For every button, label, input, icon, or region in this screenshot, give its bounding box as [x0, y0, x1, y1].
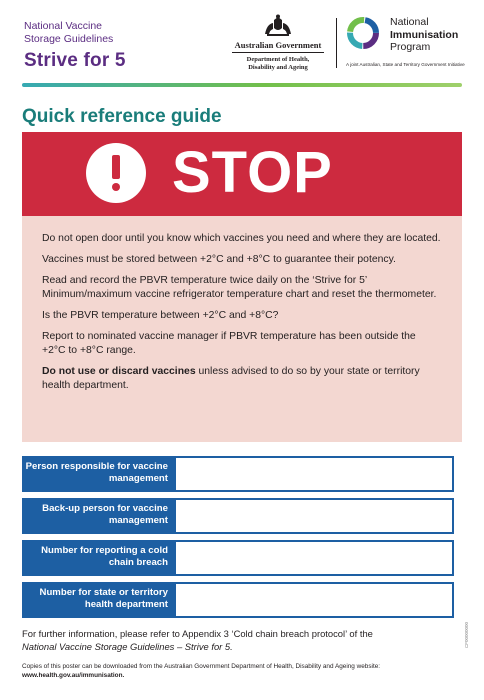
header-divider	[22, 83, 462, 87]
header	[24, 14, 464, 84]
program-line-2: Immunisation	[390, 28, 459, 41]
further-information	[22, 628, 462, 653]
download-link[interactable]: www.health.gov.au/immunisation.	[22, 672, 125, 679]
australian-government-logo	[228, 14, 328, 72]
instruction-item-warning	[42, 365, 442, 392]
logo-divider	[336, 18, 337, 68]
person-responsible-field[interactable]	[174, 456, 454, 492]
form-row	[22, 456, 454, 492]
footer-line-1: For further information, please refer to Appendix 3 ‘Cold chain breach protocol’ of the	[22, 628, 373, 639]
download-notice	[22, 662, 462, 680]
exclamation-icon	[86, 143, 146, 203]
program-name	[390, 16, 458, 54]
subtitle-line-1: National Vaccine	[24, 20, 103, 32]
contact-form	[22, 456, 454, 624]
program-tagline: A joint Australian, State and Territory Government Initiative	[346, 62, 465, 67]
stop-banner	[22, 132, 462, 216]
form-label-breach-number: Number for reporting a cold chain breach	[22, 540, 174, 576]
form-label-health-department-number: Number for state or territory health department	[22, 582, 174, 618]
form-row	[22, 498, 454, 534]
department-line-1: Department of Health,	[246, 56, 310, 63]
guidelines-reference: National Vaccine Storage Guidelines – Strive for 5.	[22, 640, 233, 652]
download-url-line	[22, 671, 462, 680]
form-label-backup-person: Back-up person for vaccine management	[22, 498, 174, 534]
health-department-number-field[interactable]	[174, 582, 454, 618]
backup-person-field[interactable]	[174, 498, 454, 534]
department-line-2: Disability and Ageing	[248, 64, 308, 71]
breach-number-field[interactable]	[174, 540, 454, 576]
instruction-item: Is the PBVR temperature between +2°C and +8°C?	[42, 310, 279, 322]
form-row	[22, 582, 454, 618]
document-code: CF00000000	[464, 621, 469, 648]
subtitle-line-2: Storage Guidelines	[24, 33, 114, 45]
gov-name: Australian Government	[232, 40, 324, 53]
immunisation-program-logo	[346, 16, 476, 76]
program-line-1: National	[390, 16, 429, 28]
form-row	[22, 540, 454, 576]
stop-heading: STOP	[172, 140, 333, 205]
guide-title: Quick reference guide	[22, 106, 222, 127]
program-line-3: Program	[390, 41, 431, 53]
form-label-person-responsible: Person responsible for vaccine management	[22, 456, 174, 492]
warning-rest-text: unless advised to do so by your state or territory health department.	[42, 366, 420, 391]
footer-line-2	[22, 641, 462, 654]
warning-bold-text: Do not use or discard vaccines	[42, 366, 196, 378]
immunisation-ring-icon	[346, 16, 380, 50]
poster-title: Strive for 5	[24, 50, 126, 71]
instruction-item: Read and record the PBVR temperature twice daily on the ‘Strive for 5’ Minimum/maximum vaccine refrigerator temperature chart and reset the thermometer.	[42, 275, 437, 300]
coat-of-arms-icon	[261, 14, 295, 38]
department-name	[228, 56, 328, 72]
guidelines-subtitle	[24, 20, 113, 46]
download-text: Copies of this poster can be downloaded from the Australian Government Department of Health, Disability and Ageing website:	[22, 663, 381, 670]
stop-instructions	[22, 216, 462, 442]
instruction-item: Vaccines must be stored between +2°C and +8°C to guarantee their potency.	[42, 254, 396, 266]
instruction-item: Report to nominated vaccine manager if PBVR temperature has been outside the +2°C to +8°C range.	[42, 331, 416, 356]
instruction-item: Do not open door until you know which vaccines you need and where they are located.	[42, 233, 441, 244]
